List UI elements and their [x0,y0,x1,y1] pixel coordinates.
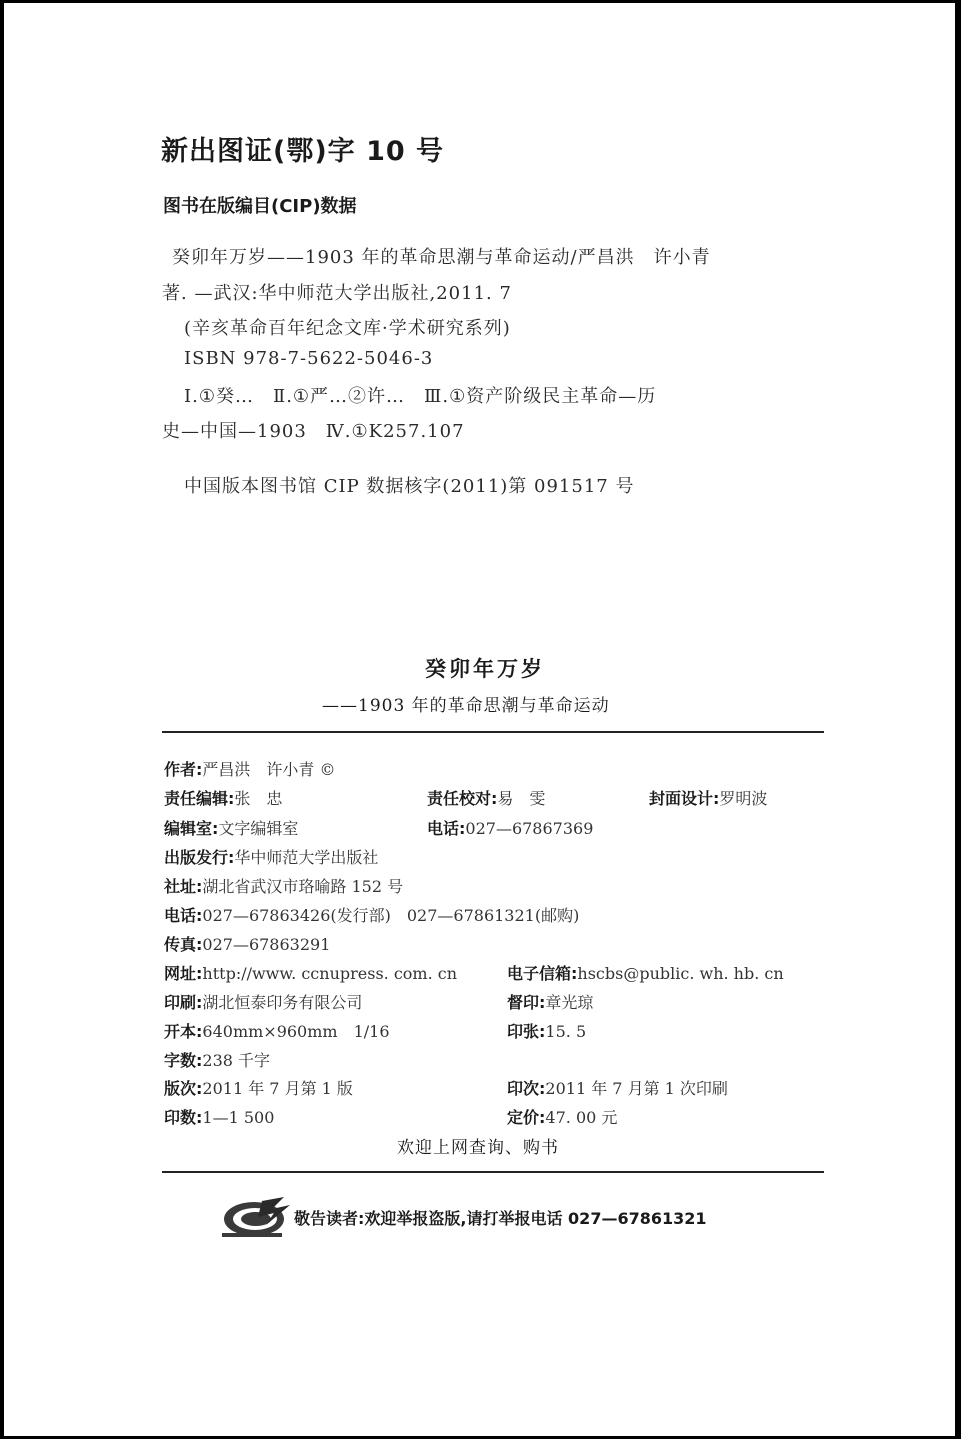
cip-line: 著. —武汉:华中师范大学出版社,2011. 7 [162,283,512,304]
phone-value: 027—67863426(发行部) 027—67861321(邮购) [202,906,580,925]
proofreader-row [427,786,545,809]
top-rule [162,731,824,733]
price-value: 47. 00 元 [545,1108,618,1127]
edition-row [164,1076,353,1099]
publisher-label: 出版发行: [164,848,235,867]
phone-label: 电话: [164,906,203,925]
email-value: hscbs@public. wh. hb. cn [577,964,784,983]
cip-line: (辛亥革命百年纪念文库·学术研究系列) [184,318,511,339]
copyright-page [4,3,955,1436]
fax-label: 传真: [164,935,203,954]
print-run-value: 1—1 500 [202,1108,275,1127]
anti-piracy-logo-icon [222,1195,294,1239]
print-supervisor-label: 督印: [507,993,546,1012]
word-count-row [164,1048,270,1071]
website-label: 网址: [164,964,203,983]
edition-label: 版次: [164,1079,203,1098]
word-count-value: 238 千字 [202,1051,271,1070]
cip-line: 癸卯年万岁——1903 年的革命思潮与革命运动/严昌洪 许小青 [172,247,711,268]
print-supervisor-value: 章光琼 [545,993,594,1012]
print-run-label: 印数: [164,1108,203,1127]
format-label: 开本: [164,1022,203,1041]
cip-line: Ⅰ.①癸… Ⅱ.①严…②许… Ⅲ.①资产阶级民主革命—历 [184,386,657,407]
website-value: http://www. ccnupress. com. cn [202,964,458,983]
welcome-note: 欢迎上网查询、购书 [397,1138,559,1158]
email-label: 电子信箱: [507,964,578,983]
edition-value: 2011 年 7 月第 1 版 [202,1079,353,1098]
author-value: 严昌洪 许小青 © [202,760,336,779]
office-phone-label: 电话: [427,819,466,838]
bottom-rule [162,1171,824,1173]
office-phone-row [427,816,593,839]
print-sheets-label: 印张: [507,1022,546,1041]
format-value: 640mm×960mm 1/16 [202,1022,390,1041]
cover-design-label: 封面设计: [649,789,720,808]
format-row [164,1019,390,1042]
book-subtitle: ——1903 年的革命思潮与革命运动 [322,696,610,716]
cip-heading: 图书在版编目(CIP)数据 [163,196,357,217]
editorial-office-row [164,816,298,839]
word-count-label: 字数: [164,1051,203,1070]
office-phone-value: 027—67867369 [465,819,594,838]
cip-verification: 中国版本图书馆 CIP 数据核字(2011)第 091517 号 [184,476,635,497]
editor-value: 张 忠 [234,789,283,808]
author-row [164,757,336,780]
fax-value: 027—67863291 [202,935,331,954]
website-row [164,961,457,984]
print-supervisor-row [507,990,593,1013]
publisher-value: 华中师范大学出版社 [234,848,379,867]
printer-row [164,990,362,1013]
impression-label: 印次: [507,1079,546,1098]
print-run-row [164,1105,274,1128]
cover-design-row [649,786,767,809]
price-row [507,1105,617,1128]
editor-row [164,786,282,809]
editorial-office-value: 文字编辑室 [218,819,299,838]
cip-line: ISBN 978-7-5622-5046-3 [184,348,434,369]
cover-design-value: 罗明波 [719,789,768,808]
address-row [164,874,403,897]
cip-line: 史—中国—1903 Ⅳ.①K257.107 [162,421,465,442]
address-value: 湖北省武汉市珞喻路 152 号 [202,877,404,896]
proofreader-value: 易 雯 [497,789,546,808]
fax-row [164,932,330,955]
email-row [507,961,784,984]
phone-row [164,903,579,926]
printer-label: 印刷: [164,993,203,1012]
approval-number: 新出图证(鄂)字 10 号 [161,136,445,167]
printer-value: 湖北恒泰印务有限公司 [202,993,363,1012]
print-sheets-row [507,1019,586,1042]
publisher-row [164,845,378,868]
editor-label: 责任编辑: [164,789,235,808]
price-label: 定价: [507,1108,546,1127]
impression-value: 2011 年 7 月第 1 次印刷 [545,1079,728,1098]
impression-row [507,1076,728,1099]
editorial-office-label: 编辑室: [164,819,219,838]
proofreader-label: 责任校对: [427,789,498,808]
book-title: 癸卯年万岁 [425,656,545,681]
anti-piracy-warning: 敬告读者:欢迎举报盗版,请打举报电话 027—67861321 [294,1209,707,1228]
author-label: 作者: [164,760,203,779]
print-sheets-value: 15. 5 [545,1022,587,1041]
address-label: 社址: [164,877,203,896]
